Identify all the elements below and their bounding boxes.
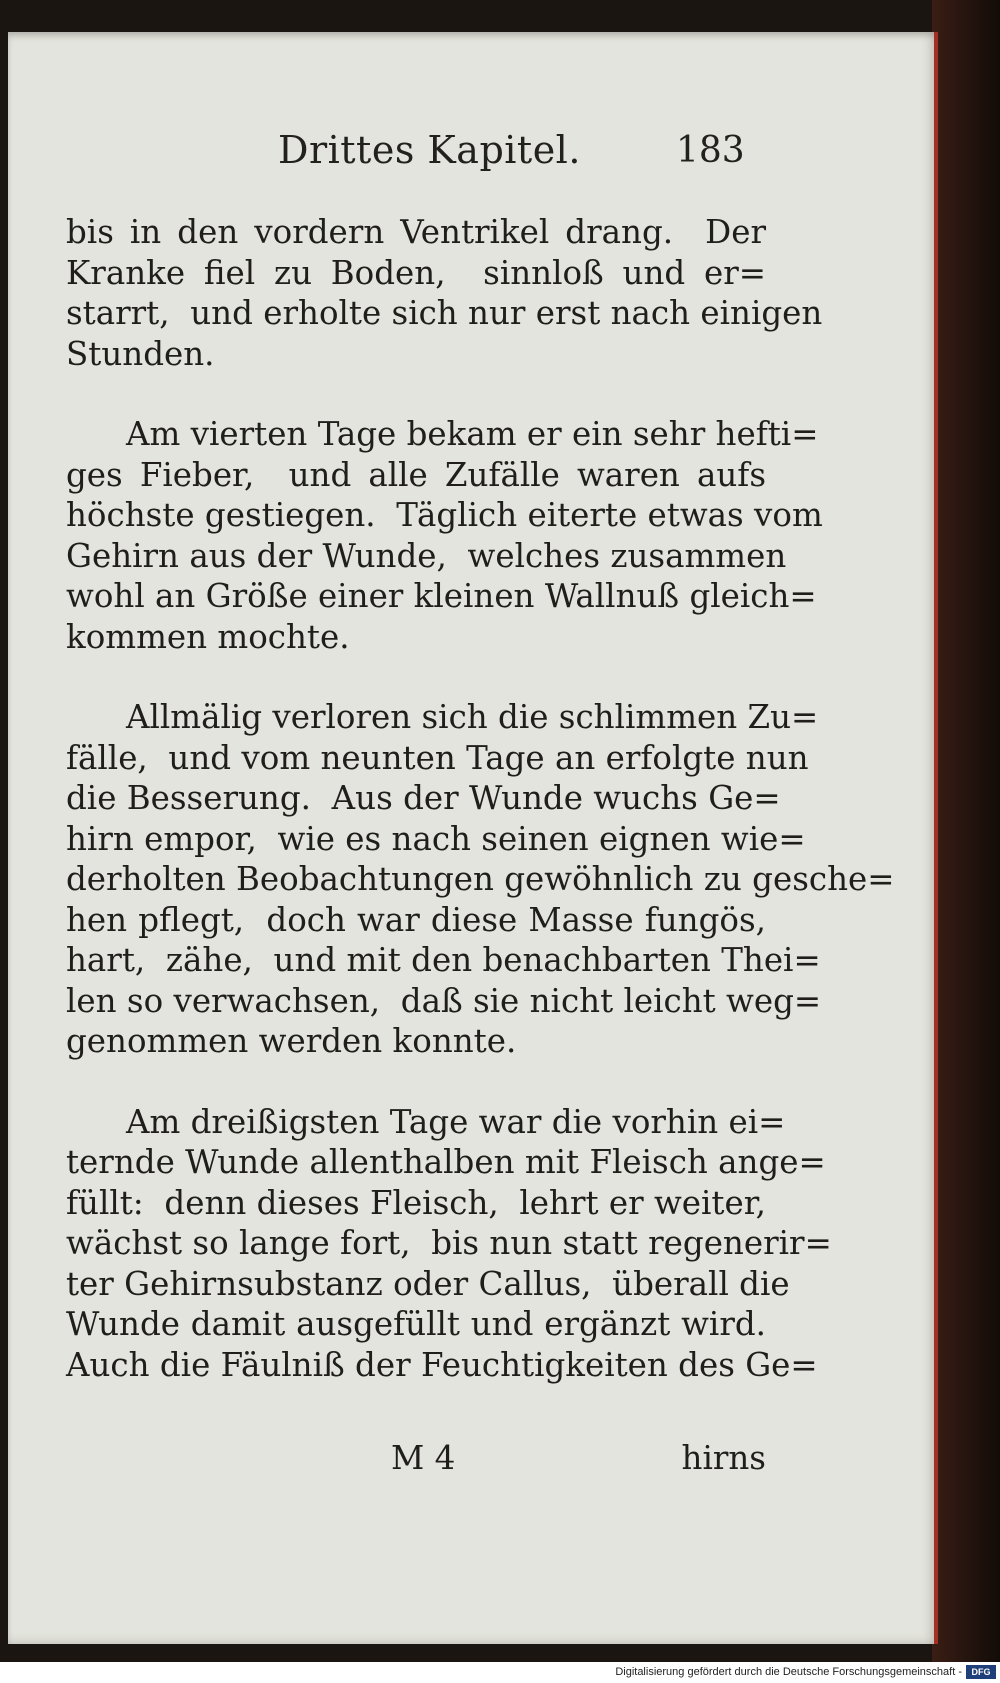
text-line: wächst so lange fort, bis nun statt regenerir= [66, 1224, 832, 1262]
text-line: hen pflegt, doch war diese Masse fungös, [66, 900, 766, 939]
text-line: ges Fieber, und alle Zufälle waren aufs [66, 455, 766, 494]
text-line: genommen werden konnte. [66, 1022, 517, 1060]
text-line: die Besserung. Aus der Wunde wuchs Ge= [66, 779, 781, 817]
paragraph-3 [66, 697, 895, 1062]
book-cover-edge [932, 0, 1000, 1662]
text-line: starrt, und erholte sich nur erst nach einigen [66, 294, 823, 332]
book-page [8, 32, 938, 1644]
paragraph-gap [66, 374, 766, 414]
paragraph-1 [66, 212, 823, 374]
text-line: Allmälig verloren sich die schlimmen Zu= [126, 698, 819, 736]
paragraph-4 [66, 1102, 832, 1386]
text-line: Stunden. [66, 334, 215, 373]
body-text [66, 212, 895, 1385]
dfg-logo: DFG [966, 1665, 996, 1679]
text-line: Am vierten Tage bekam er ein sehr hefti= [126, 415, 819, 453]
catchword: hirns [681, 1439, 766, 1477]
text-line: len so verwachsen, daß sie nicht leicht weg= [66, 981, 822, 1020]
running-title: Drittes Kapitel. [278, 128, 581, 172]
text-line: Gehirn aus der Wunde, welches zusammen [66, 536, 787, 575]
text-line: füllt: denn dieses Fleisch, lehrt er weiter, [66, 1183, 767, 1222]
text-line: höchste gestiegen. Täglich eiterte etwas vom [66, 496, 823, 534]
text-line: ternde Wunde allenthalben mit Fleisch ange= [66, 1143, 826, 1181]
red-page-edge [934, 32, 938, 1644]
signature-mark: M 4 [391, 1439, 456, 1477]
text-line: Kranke fiel zu Boden, sinnloß und er= [66, 253, 766, 292]
digitization-credit-bar [0, 1662, 1000, 1683]
credit-text: Digitalisierung gefördert durch die Deutsche Forschungsgemeinschaft - [615, 1666, 962, 1678]
paragraph-2 [66, 414, 823, 657]
text-line: hirn empor, wie es nach seinen eignen wie= [66, 819, 806, 858]
text-line: hart, zähe, und mit den benachbarten Thei= [66, 941, 821, 979]
running-head [8, 128, 938, 188]
text-line: ter Gehirnsubstanz oder Callus, überall die [66, 1264, 790, 1303]
text-line: fälle, und vom neunten Tage an erfolgte nun [66, 738, 809, 777]
text-line: Auch die Fäulniß der Feuchtigkeiten des Ge= [66, 1345, 818, 1384]
text-line: bis in den vordern Ventrikel drang. Der [66, 213, 766, 251]
text-line: Wunde damit ausgefüllt und ergänzt wird. [66, 1305, 766, 1343]
text-line: Am dreißigsten Tage war die vorhin ei= [126, 1102, 786, 1141]
paragraph-gap [66, 1062, 766, 1102]
page-number: 183 [676, 130, 745, 171]
text-line: wohl an Größe einer kleinen Wallnuß gleich= [66, 577, 817, 615]
page-footer [66, 1439, 766, 1483]
paragraph-gap [66, 657, 766, 697]
text-line: kommen mochte. [66, 617, 350, 656]
text-line: derholten Beobachtungen gewöhnlich zu gesche= [66, 860, 895, 898]
